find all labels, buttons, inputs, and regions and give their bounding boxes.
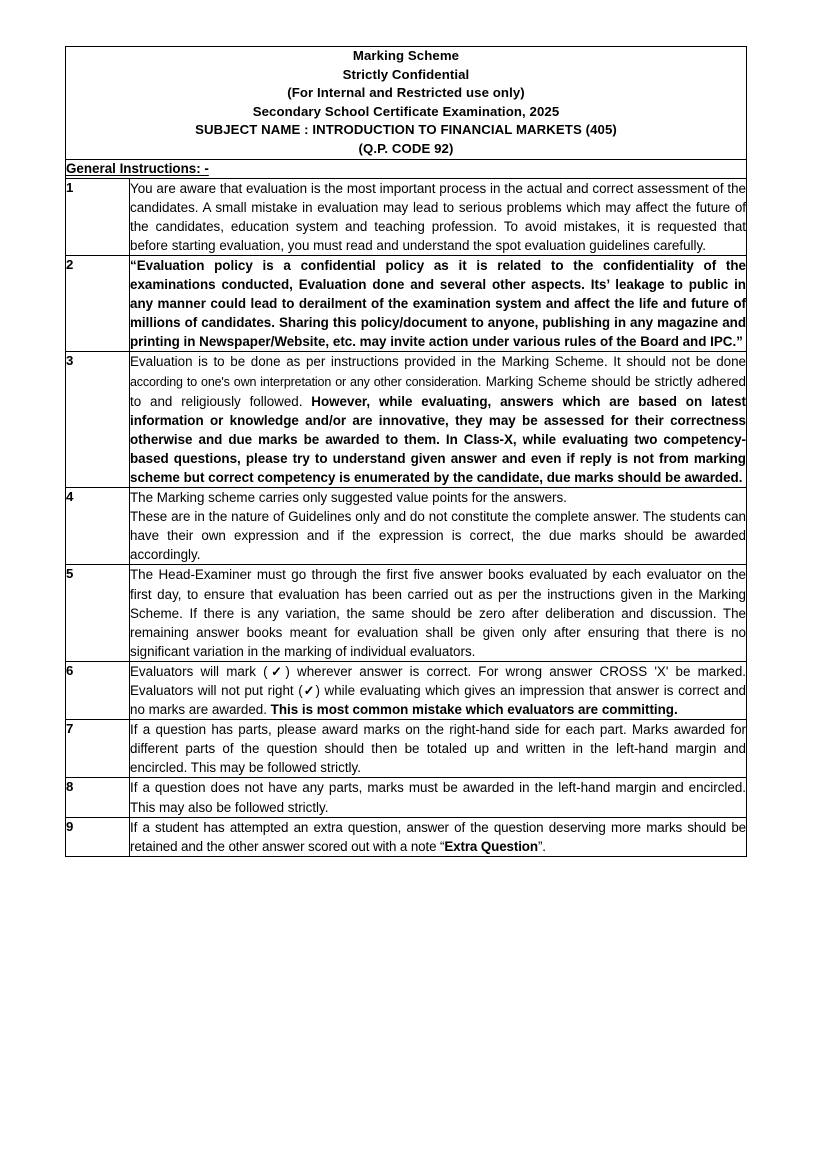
instruction-segment-bold: However, while evaluating, answers which are based on latest information or knowledge and/or are innovative, they may be assessed for their correctness otherwise and due marks be awarded to them. In Class-X, while evaluating two competency-based questions, please try to understand given answer and even if reply is not from marking scheme but correct competency is enumerated by the candidate, due marks should be awarded. bbox=[130, 393, 746, 485]
instruction-number: 2 bbox=[66, 255, 130, 351]
instruction-segment-plain: Evaluators will mark ( bbox=[130, 663, 268, 679]
instruction-segment-bold: Extra Question bbox=[444, 838, 538, 854]
checkmark-icon-2: ✓ bbox=[302, 683, 316, 698]
header-title-marking-scheme: Marking Scheme bbox=[352, 48, 460, 63]
instruction-paragraph: “Evaluation policy is a confidential policy as it is related to the confidentiality of the examinations conducted, Evaluation done and several other aspects. Its’ leakage to public in any manner could lead to derailment of the examination system and affect the life and future of millions of candidates. Sharing this policy/document to anyone, publishing in any magazine and printing in Newspaper/Website, etc. may invite action under various rules of the Board and IPC.” bbox=[130, 257, 746, 350]
header-line-strictly-confidential: Strictly Confidential bbox=[342, 66, 470, 82]
instruction-text bbox=[130, 178, 747, 255]
instruction-number: 7 bbox=[66, 720, 130, 778]
table-row bbox=[66, 352, 747, 488]
table-row bbox=[66, 178, 747, 255]
instruction-text bbox=[130, 488, 747, 565]
instruction-number: 4 bbox=[66, 488, 130, 565]
table-row-general-instructions bbox=[66, 159, 747, 178]
instruction-text bbox=[130, 661, 747, 719]
instruction-text bbox=[130, 565, 747, 661]
instruction-text bbox=[130, 720, 747, 778]
instruction-paragraph bbox=[130, 662, 746, 719]
table-row bbox=[66, 255, 747, 351]
instruction-paragraph-second: These are in the nature of Guidelines only and do not constitute the complete answer. The students can have their own expression and if the expression is correct, the due marks should be awarded accordingly. bbox=[130, 509, 746, 563]
instruction-paragraph: You are aware that evaluation is the most important process in the actual and correct assessment of the candidates. A small mistake in evaluation may lead to serious problems which may affect the future of the candidates, education system and teaching profession. To avoid mistakes, it is requested that before starting evaluation, you must read and understand the spot evaluation guidelines carefully. bbox=[130, 180, 746, 253]
instruction-segment-plain-2: Marking Scheme should be strictly adhered to and religiously followed. bbox=[130, 373, 746, 409]
general-instructions-cell bbox=[66, 159, 747, 178]
instruction-paragraph: If a question has parts, please award marks on the right-hand side for each part. Marks awarded for different parts of the question should then be totaled up and written in the left-hand margin and encircled. This may be followed strictly. bbox=[130, 722, 746, 776]
header-line-subject-name: SUBJECT NAME : INTRODUCTION TO FINANCIAL MARKETS (405) bbox=[195, 122, 617, 138]
header-line-qp-code: (Q.P. CODE 92) bbox=[358, 140, 454, 156]
checkmark-icon: ✓ bbox=[267, 663, 286, 679]
general-instructions-label: General Instructions: - bbox=[66, 160, 209, 176]
instruction-number: 5 bbox=[66, 565, 130, 661]
instruction-paragraph bbox=[130, 352, 746, 487]
instruction-number: 6 bbox=[66, 661, 130, 719]
table-row bbox=[66, 778, 747, 817]
table-row bbox=[66, 565, 747, 661]
table-row bbox=[66, 488, 747, 565]
instruction-paragraph: If a question does not have any parts, marks must be awarded in the left-hand margin and encircled. This may also be followed strictly. bbox=[130, 780, 746, 815]
instruction-number: 8 bbox=[66, 778, 130, 817]
table-row-header bbox=[66, 47, 747, 160]
header-line-examination: Secondary School Certificate Examination, 2025 bbox=[252, 103, 560, 119]
instruction-segment-plain: If a student has attempted an extra question, answer of the question deserving more marks should be retained and the other answer scored out with a note “ bbox=[130, 819, 746, 854]
instruction-segment-plain: Evaluation is to be done as per instructions provided in the Marking Scheme. It should not be done bbox=[130, 354, 746, 370]
instruction-paragraph bbox=[130, 818, 746, 856]
instruction-text bbox=[130, 255, 747, 351]
instruction-number: 3 bbox=[66, 352, 130, 488]
instruction-text bbox=[130, 817, 747, 856]
instruction-segment-plain-2: ”. bbox=[537, 838, 546, 854]
marking-scheme-table bbox=[65, 46, 747, 857]
document-header bbox=[66, 47, 747, 160]
instruction-segment-condensed: according to one's own interpretation or any other consideration. bbox=[130, 374, 482, 389]
table-row bbox=[66, 661, 747, 719]
instruction-segment-bold: This is most common mistake which evaluators are committing. bbox=[270, 702, 678, 718]
instruction-paragraph: The Head-Examiner must go through the first five answer books evaluated by each evaluator on the first day, to ensure that evaluation has been carried out as per the instructions given in the Marking Scheme. If there is any variation, the same should be zero after deliberation and discussion. The remaining answer books meant for evaluation shall be given only after ensuring that there is no significant variation in the marking of individual evaluators. bbox=[130, 567, 746, 659]
instruction-text bbox=[130, 352, 747, 488]
table-row bbox=[66, 720, 747, 778]
table-row bbox=[66, 817, 747, 856]
header-line-internal-use: (For Internal and Restricted use only) bbox=[287, 85, 525, 101]
instruction-paragraph-first: The Marking scheme carries only suggested value points for the answers. bbox=[130, 490, 567, 506]
instruction-text bbox=[130, 778, 747, 817]
instruction-number: 9 bbox=[66, 817, 130, 856]
instruction-segment-plain-2: ) wherever answer is correct. For wrong answer CROSS 'X' be marked. Evaluators will not put right ( bbox=[130, 663, 746, 698]
instruction-number: 1 bbox=[66, 178, 130, 255]
instruction-segment-plain-3: ) while evaluating which gives an impression that answer is correct and no marks are awarded. bbox=[130, 683, 746, 718]
